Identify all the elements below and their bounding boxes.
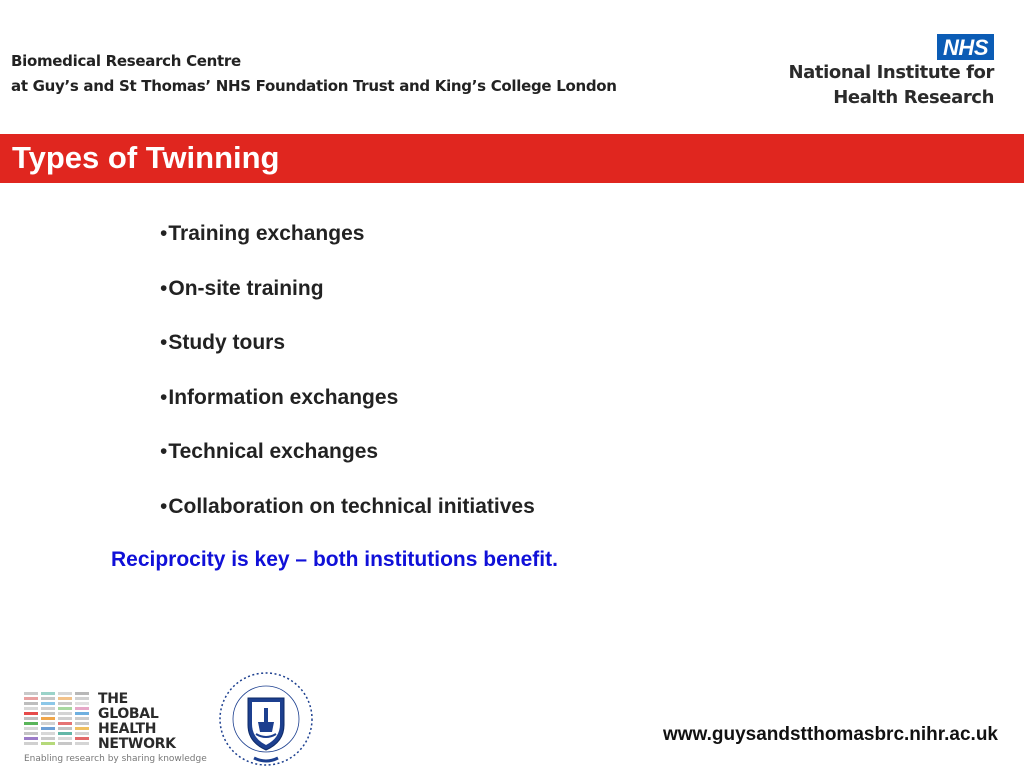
ghn-tagline: Enabling research by sharing knowledge bbox=[24, 754, 207, 764]
ghn-line-1: THE bbox=[98, 691, 128, 707]
ghn-wordmark bbox=[98, 692, 176, 752]
bullet-item: • On-site training bbox=[160, 275, 535, 330]
nhs-badge: NHS bbox=[937, 34, 994, 60]
ghn-line-3: HEALTH bbox=[98, 721, 157, 737]
nihr-logo bbox=[788, 34, 994, 110]
bullet-item: • Training exchanges bbox=[160, 220, 535, 275]
bullet-list bbox=[160, 220, 535, 548]
bullet-item: • Information exchanges bbox=[160, 384, 535, 439]
org-line-2: at Guy’s and St Thomas’ NHS Foundation Trust and King’s College London bbox=[11, 77, 617, 95]
global-health-network-logo bbox=[24, 691, 207, 764]
ghn-line-4: NETWORK bbox=[98, 736, 176, 752]
website-link[interactable]: www.guysandstthomasbrc.nihr.ac.uk bbox=[662, 724, 998, 745]
org-line-1: Biomedical Research Centre bbox=[11, 52, 241, 70]
bullet-item: • Study tours bbox=[160, 329, 535, 384]
slide-title: Types of Twinning bbox=[12, 140, 280, 175]
organisation-header bbox=[11, 49, 617, 99]
bullet-item: • Collaboration on technical initiatives bbox=[160, 493, 535, 548]
bullet-item: • Technical exchanges bbox=[160, 438, 535, 493]
ghn-line-2: GLOBAL bbox=[98, 706, 159, 722]
title-bar bbox=[0, 134, 1024, 183]
uct-seal-icon bbox=[216, 670, 316, 768]
ghn-grid-icon bbox=[24, 692, 92, 750]
nihr-line-1: National Institute for bbox=[788, 62, 994, 83]
nihr-line-2: Health Research bbox=[833, 87, 994, 108]
tagline: Reciprocity is key – both institutions benefit. bbox=[111, 548, 558, 571]
